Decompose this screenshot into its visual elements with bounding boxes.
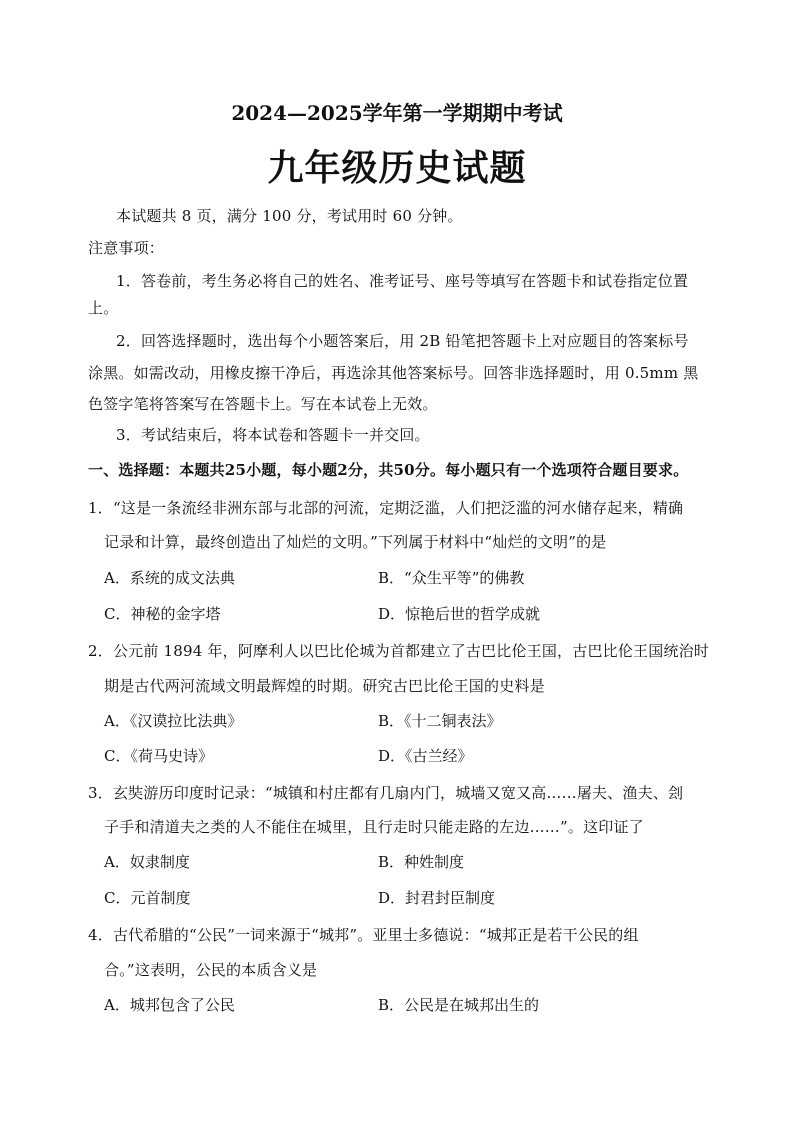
option-c: C．《荷马史诗》: [104, 747, 213, 765]
question-stem-line-1: 1．“这是一条流经非洲东部与北部的河流，定期泛滥，人们把泛滥的河水储存起来，精确: [88, 499, 684, 517]
option-d: D．封君封臣制度: [378, 889, 496, 907]
option-a: A．奴隶制度: [104, 853, 190, 871]
option-b: B．“众生平等”的佛教: [378, 569, 525, 587]
question-stem-line-1: 3．玄奘游历印度时记录：“城镇和村庄都有几扇内门，城墙又宽又高……屠夫、渔夫、刽: [88, 784, 684, 802]
option-c: C．元首制度: [104, 889, 191, 907]
option-a: A．系统的成文法典: [104, 569, 235, 587]
option-b: B．《十二铜表法》: [378, 712, 502, 730]
intro-text: 本试题共 8 页，满分 100 分，考试用时 60 分钟。: [116, 207, 463, 225]
question-stem-line-1: 4．古代希腊的“公民”一词来源于“城邦”。亚里士多德说：“城邦正是若干公民的组: [88, 926, 639, 944]
question-stem-line-2: 合。”这表明，公民的本质含义是: [104, 961, 318, 979]
note-2-line-2: 涂黑。如需改动，用橡皮擦干净后，再选涂其他答案标号。回答非选择题时，用 0.5mm 黑: [88, 364, 699, 382]
option-d: D．惊艳后世的哲学成就: [378, 605, 541, 623]
note-3-line-1: 3．考试结束后，将本试卷和答题卡一并交回。: [116, 426, 430, 444]
notes-heading: 注意事项：: [88, 239, 165, 257]
question-stem-line-2: 记录和计算，最终创造出了灿烂的文明。”下列属于材料中“灿烂的文明”的是: [104, 533, 607, 551]
note-2-line-3: 色签字笔将答案写在答题卡上。写在本试卷上无效。: [88, 395, 438, 413]
option-d: D．《古兰经》: [378, 747, 473, 765]
subject-title: 九年级历史试题: [267, 147, 527, 189]
note-1-line-1: 1．答卷前，考生务必将自己的姓名、准考证号、座号等填写在答题卡和试卷指定位置: [116, 272, 689, 290]
option-b: B．公民是在城邦出生的: [378, 996, 540, 1014]
question-stem-line-2: 子手和清道夫之类的人不能住在城里，且行走时只能走路的左边……”。这印证了: [104, 818, 644, 836]
question-stem-line-1: 2．公元前 1894 年，阿摩利人以巴比伦城为首都建立了古巴比伦王国，古巴比伦王国统治时: [88, 642, 710, 660]
exam-title: 2024—2025学年第一学期期中考试: [231, 101, 563, 125]
option-b: B．种姓制度: [378, 853, 465, 871]
note-2-line-1: 2．回答选择题时，选出每个小题答案后，用 2B 铅笔把答题卡上对应题目的答案标号: [116, 332, 689, 350]
section-heading: 一、选择题：本题共25小题，每小题2分，共50分。每小题只有一个选项符合题目要求。: [88, 461, 689, 479]
option-a: A．城邦包含了公民: [104, 996, 235, 1014]
question-stem-line-2: 期是古代两河流域文明最辉煌的时期。研究古巴比伦王国的史料是: [104, 677, 545, 695]
option-c: C．神秘的金字塔: [104, 605, 221, 623]
note-1-line-2: 上。: [88, 299, 119, 317]
option-a: A．《汉谟拉比法典》: [104, 712, 243, 730]
